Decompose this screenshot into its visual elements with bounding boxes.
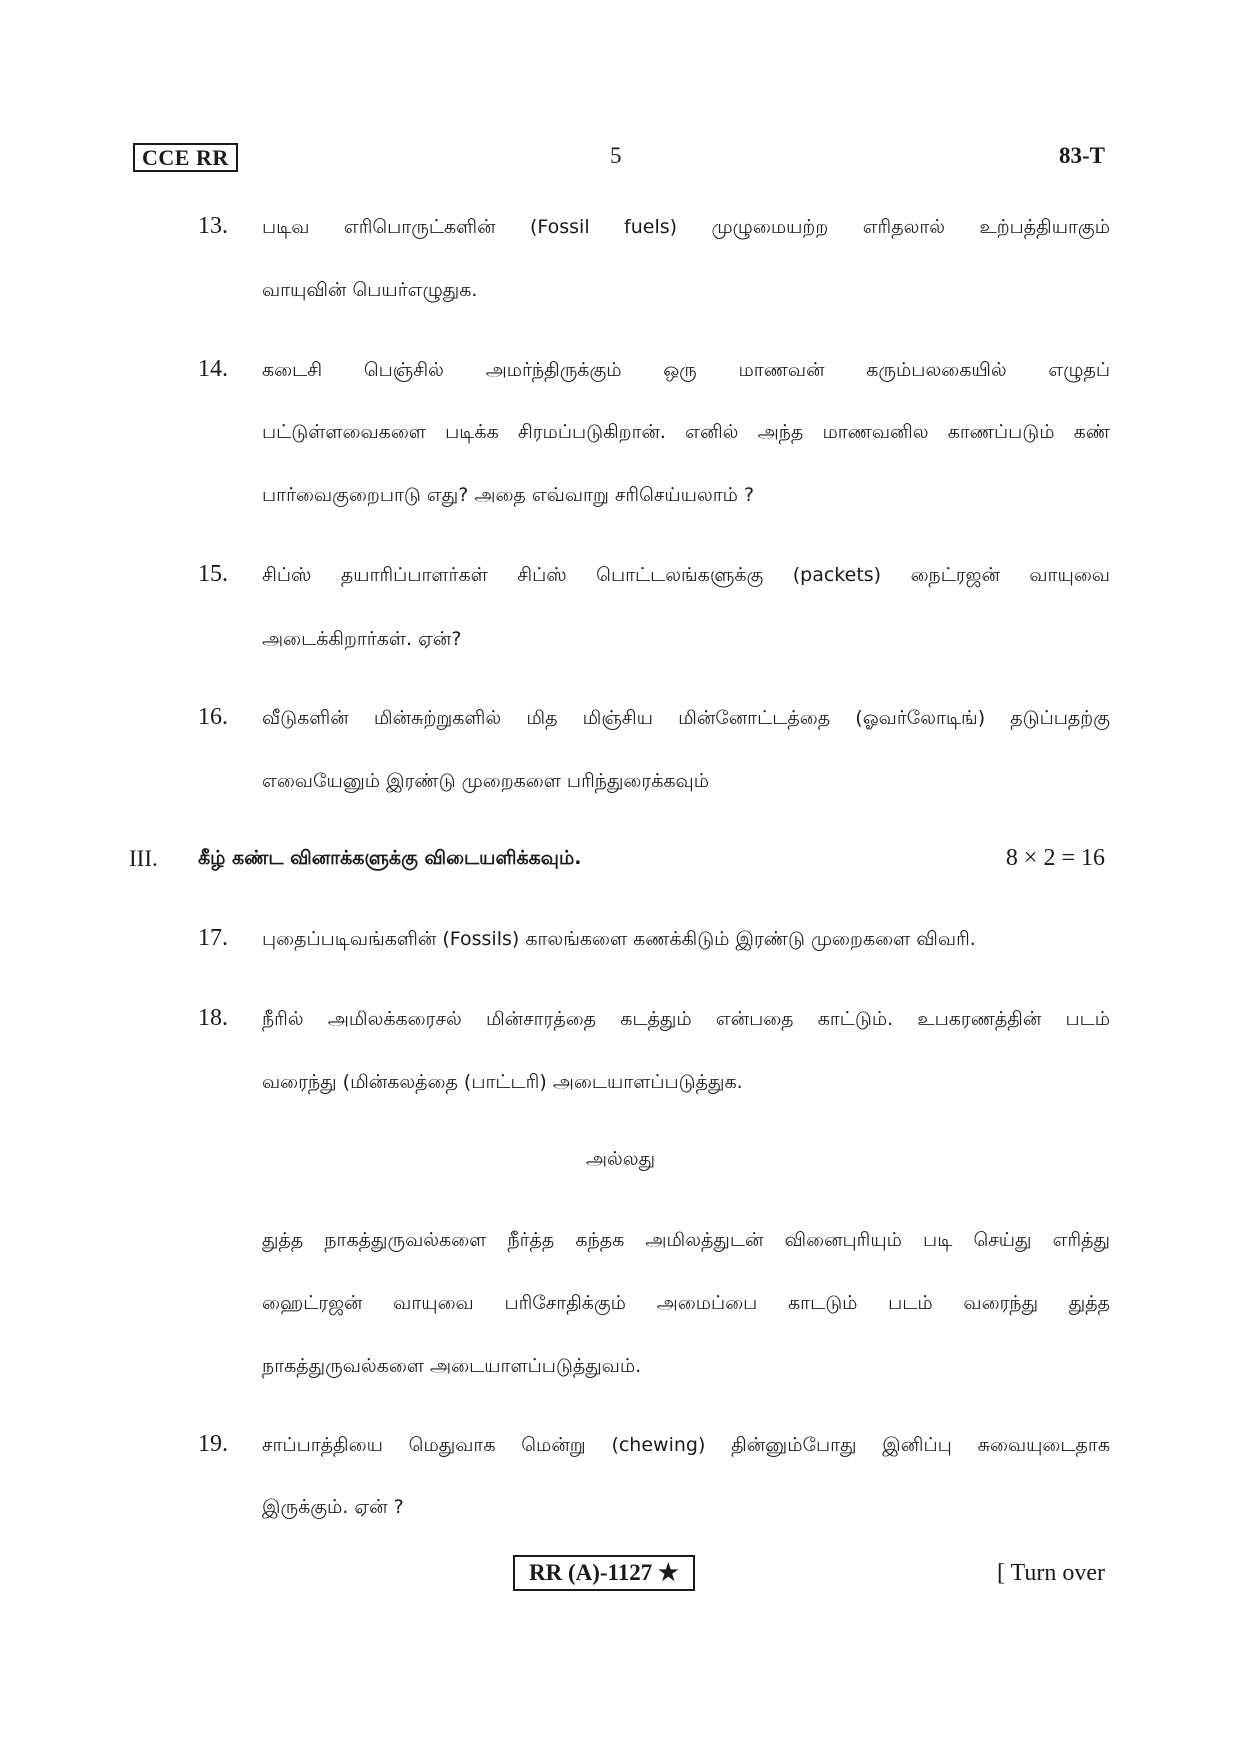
footer-code-box: RR (A)-1127 ★ [513, 1555, 695, 1591]
or-label: அல்லது [585, 1148, 656, 1170]
section-marks: 8 × 2 = 16 [1005, 845, 1105, 871]
question-number: 16. [198, 704, 228, 730]
question-line: அடைக்கிறார்கள். ஏன்? [262, 628, 462, 650]
question-number: 14. [198, 356, 228, 382]
question-line: பட்டுள்ளவைகளை படிக்க சிரமப்படுகிறான். எனில் அந்த மாணவனில காணப்படும் கண் [262, 421, 1110, 443]
question-number: 13. [198, 213, 228, 239]
question-line: ஹைட்ரஜன் வாயுவை பரிசோதிக்கும் அமைப்பை காடடும் படம் வரைந்து துத்த [262, 1292, 1110, 1314]
question-line: கடைசி பெஞ்சில் அமர்ந்திருக்கும் ஒரு மாணவன் கரும்பலகையில் எழுதப் [262, 359, 1110, 381]
question-number: 15. [198, 561, 228, 587]
question-line: வாயுவின் பெயர்எழுதுக. [262, 279, 478, 301]
question-line: நாகத்துருவல்களை அடையாளப்படுத்துவம். [262, 1355, 642, 1377]
question-line: வீடுகளின் மின்சுற்றுகளில் மித மிஞ்சிய மின்னோட்டத்தை (ஓவர்லோடிங்) தடுப்பதற்கு [262, 707, 1110, 729]
question-number: 18. [198, 1005, 228, 1031]
question-line: எவையேனும் இரண்டு முறைகளை பரிந்துரைக்கவும் [262, 770, 709, 792]
question-line: வரைந்து (மின்கலத்தை (பாட்டரி) அடையாளப்படுத்துக. [262, 1071, 743, 1093]
page-number: 5 [610, 143, 622, 168]
question-number: 19. [198, 1431, 228, 1457]
question-line: படிவ எரிபொருட்களின் (Fossil fuels) முழுமையற்ற எரிதலால் உற்பத்தியாகும் [262, 216, 1110, 238]
question-line: துத்த நாகத்துருவல்களை நீர்த்த கந்தக அமிலத்துடன் வினைபுரியும் படி செய்து எரித்து [262, 1229, 1110, 1251]
header-code-box: CCE RR [133, 143, 238, 172]
question-line: சிப்ஸ் தயாரிப்பாளர்கள் சிப்ஸ் பொட்டலங்களுக்கு (packets) நைட்ரஜன் வாயுவை [262, 564, 1110, 586]
question-line: பார்வைகுறைபாடு எது? அதை எவ்வாறு சரிசெய்யலாம் ? [262, 484, 755, 506]
question-number: 17. [198, 925, 228, 951]
question-line: புதைப்படிவங்களின் (Fossils) காலங்களை கணக்கிடும் இரண்டு முறைகளை விவரி. [262, 928, 976, 950]
section-title: கீழ் கண்ட வினாக்களுக்கு விடையளிக்கவும். [198, 847, 582, 869]
section-number: III. [129, 846, 158, 871]
turn-over-label: [ Turn over [996, 1560, 1105, 1586]
question-line: சாப்பாத்தியை மெதுவாக மென்று (chewing) தின்னும்போது இனிப்பு சுவையுடைதாக [262, 1434, 1110, 1456]
question-line: நீரில் அமிலக்கரைசல் மின்சாரத்தை கடத்தும் என்பதை காட்டும். உபகரணத்தின் படம் [262, 1008, 1110, 1030]
question-line: இருக்கும். ஏன் ? [262, 1496, 404, 1518]
paper-code: 83-T [1059, 143, 1105, 168]
